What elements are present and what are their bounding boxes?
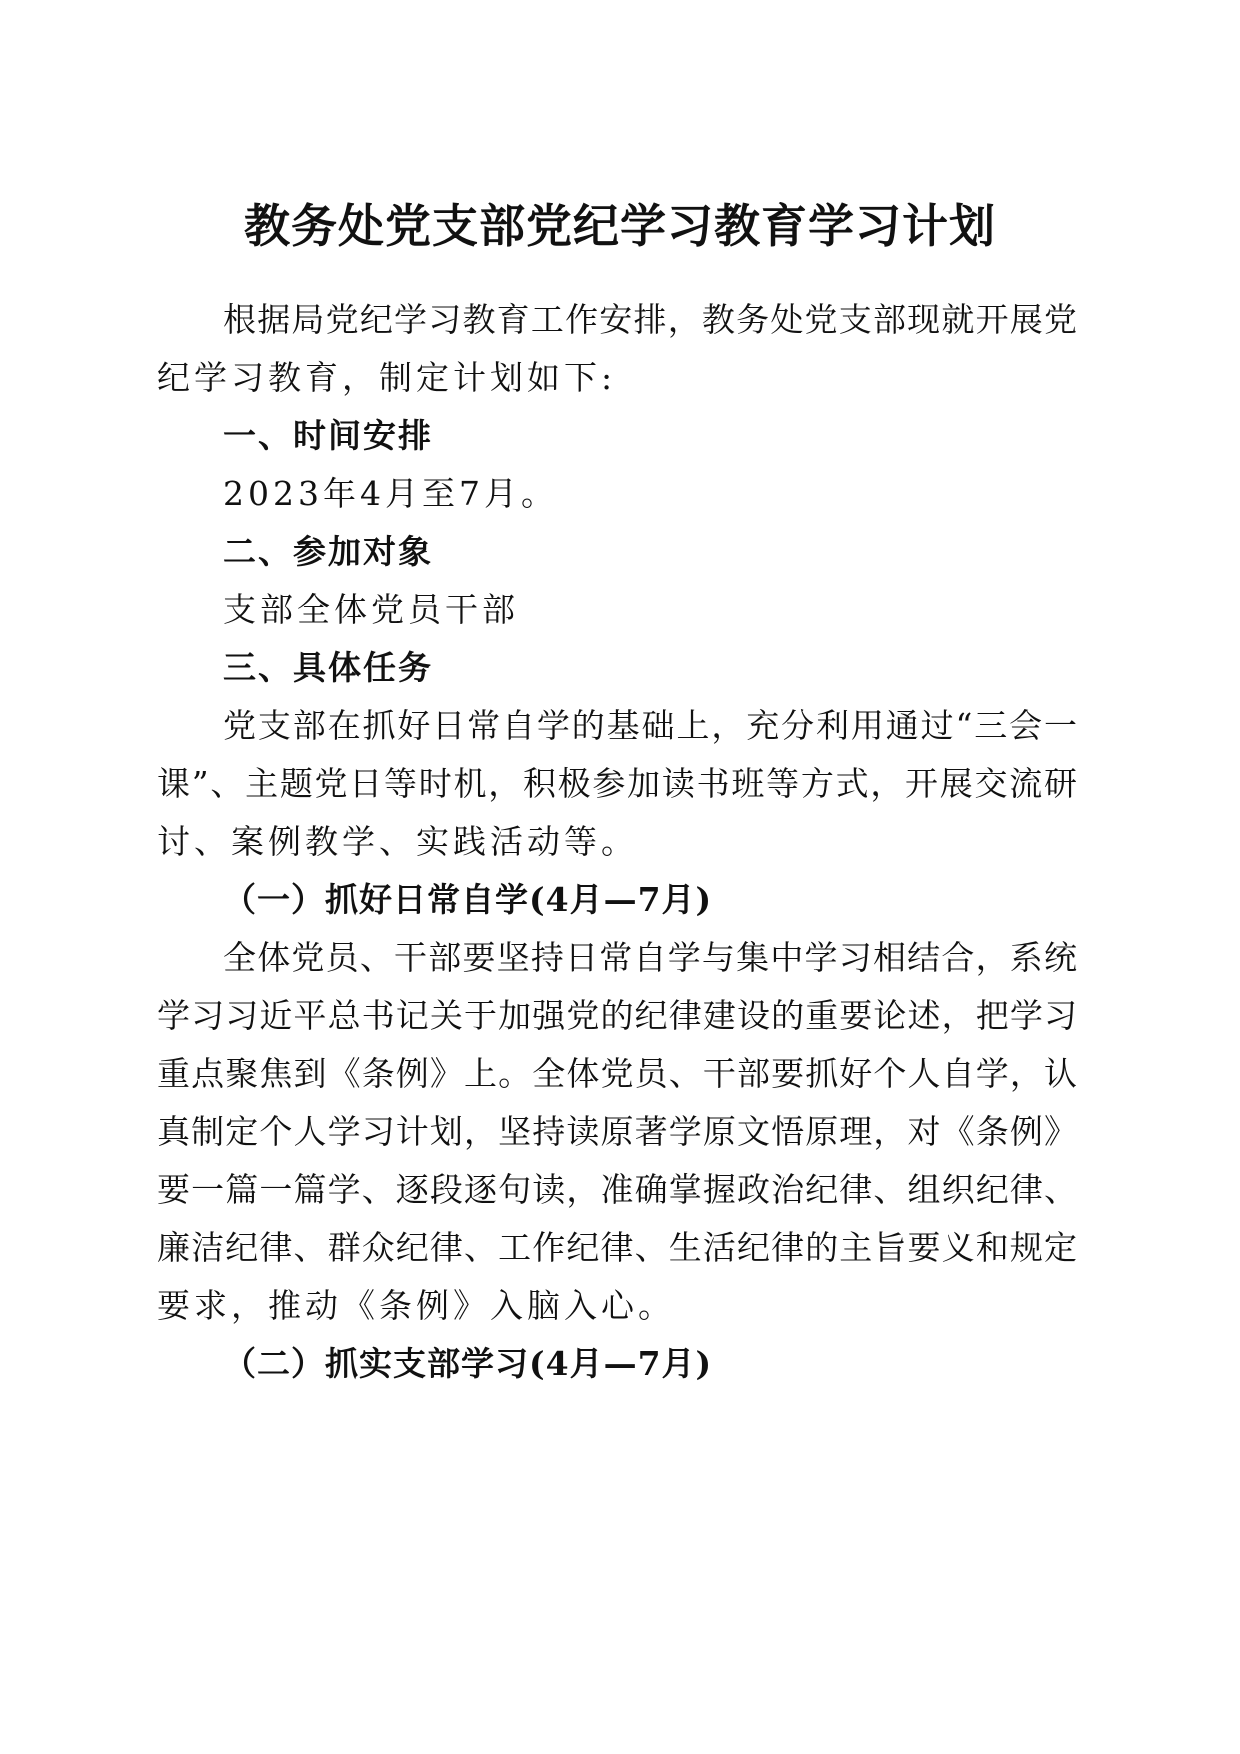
self-study-line-6: 廉洁纪律、群众纪律、工作纪律、生活纪律的主旨要义和规定 xyxy=(157,1228,1077,1267)
tasks-paragraph-line-2: 课”、主题党日等时机，积极参加读书班等方式，开展交流研 xyxy=(157,764,1077,803)
section-text-schedule: 2023年4月至7月。 xyxy=(223,474,558,513)
page-title: 教务处党支部党纪学习教育学习计划 xyxy=(244,199,996,253)
intro-line-2: 纪学习教育，制定计划如下: xyxy=(157,358,617,397)
subsection-heading-branch-study: （二）抓实支部学习(4月—7月) xyxy=(223,1344,713,1383)
section-heading-tasks: 三、具体任务 xyxy=(223,648,433,687)
tasks-paragraph-line-1: 党支部在抓好日常自学的基础上，充分利用通过“三会一 xyxy=(223,706,1077,745)
section-heading-participants: 二、参加对象 xyxy=(223,532,433,571)
section-text-participants: 支部全体党员干部 xyxy=(223,590,519,629)
tasks-paragraph-line-3: 讨、案例教学、实践活动等。 xyxy=(157,822,638,861)
self-study-line-5: 要一篇一篇学、逐段逐句读，准确掌握政治纪律、组织纪律、 xyxy=(157,1170,1077,1209)
self-study-line-1: 全体党员、干部要坚持日常自学与集中学习相结合，系统 xyxy=(223,938,1077,977)
self-study-line-4: 真制定个人学习计划，坚持读原著学原文悟原理，对《条例》 xyxy=(157,1112,1077,1151)
self-study-line-3: 重点聚焦到《条例》上。全体党员、干部要抓好个人自学，认 xyxy=(157,1054,1077,1093)
self-study-line-7: 要求，推动《条例》入脑入心。 xyxy=(157,1286,675,1325)
self-study-line-2: 学习习近平总书记关于加强党的纪律建设的重要论述，把学习 xyxy=(157,996,1077,1035)
intro-line-1: 根据局党纪学习教育工作安排，教务处党支部现就开展党 xyxy=(223,300,1077,339)
section-heading-schedule: 一、时间安排 xyxy=(223,416,433,455)
subsection-heading-self-study: （一）抓好日常自学(4月—7月) xyxy=(223,880,713,919)
